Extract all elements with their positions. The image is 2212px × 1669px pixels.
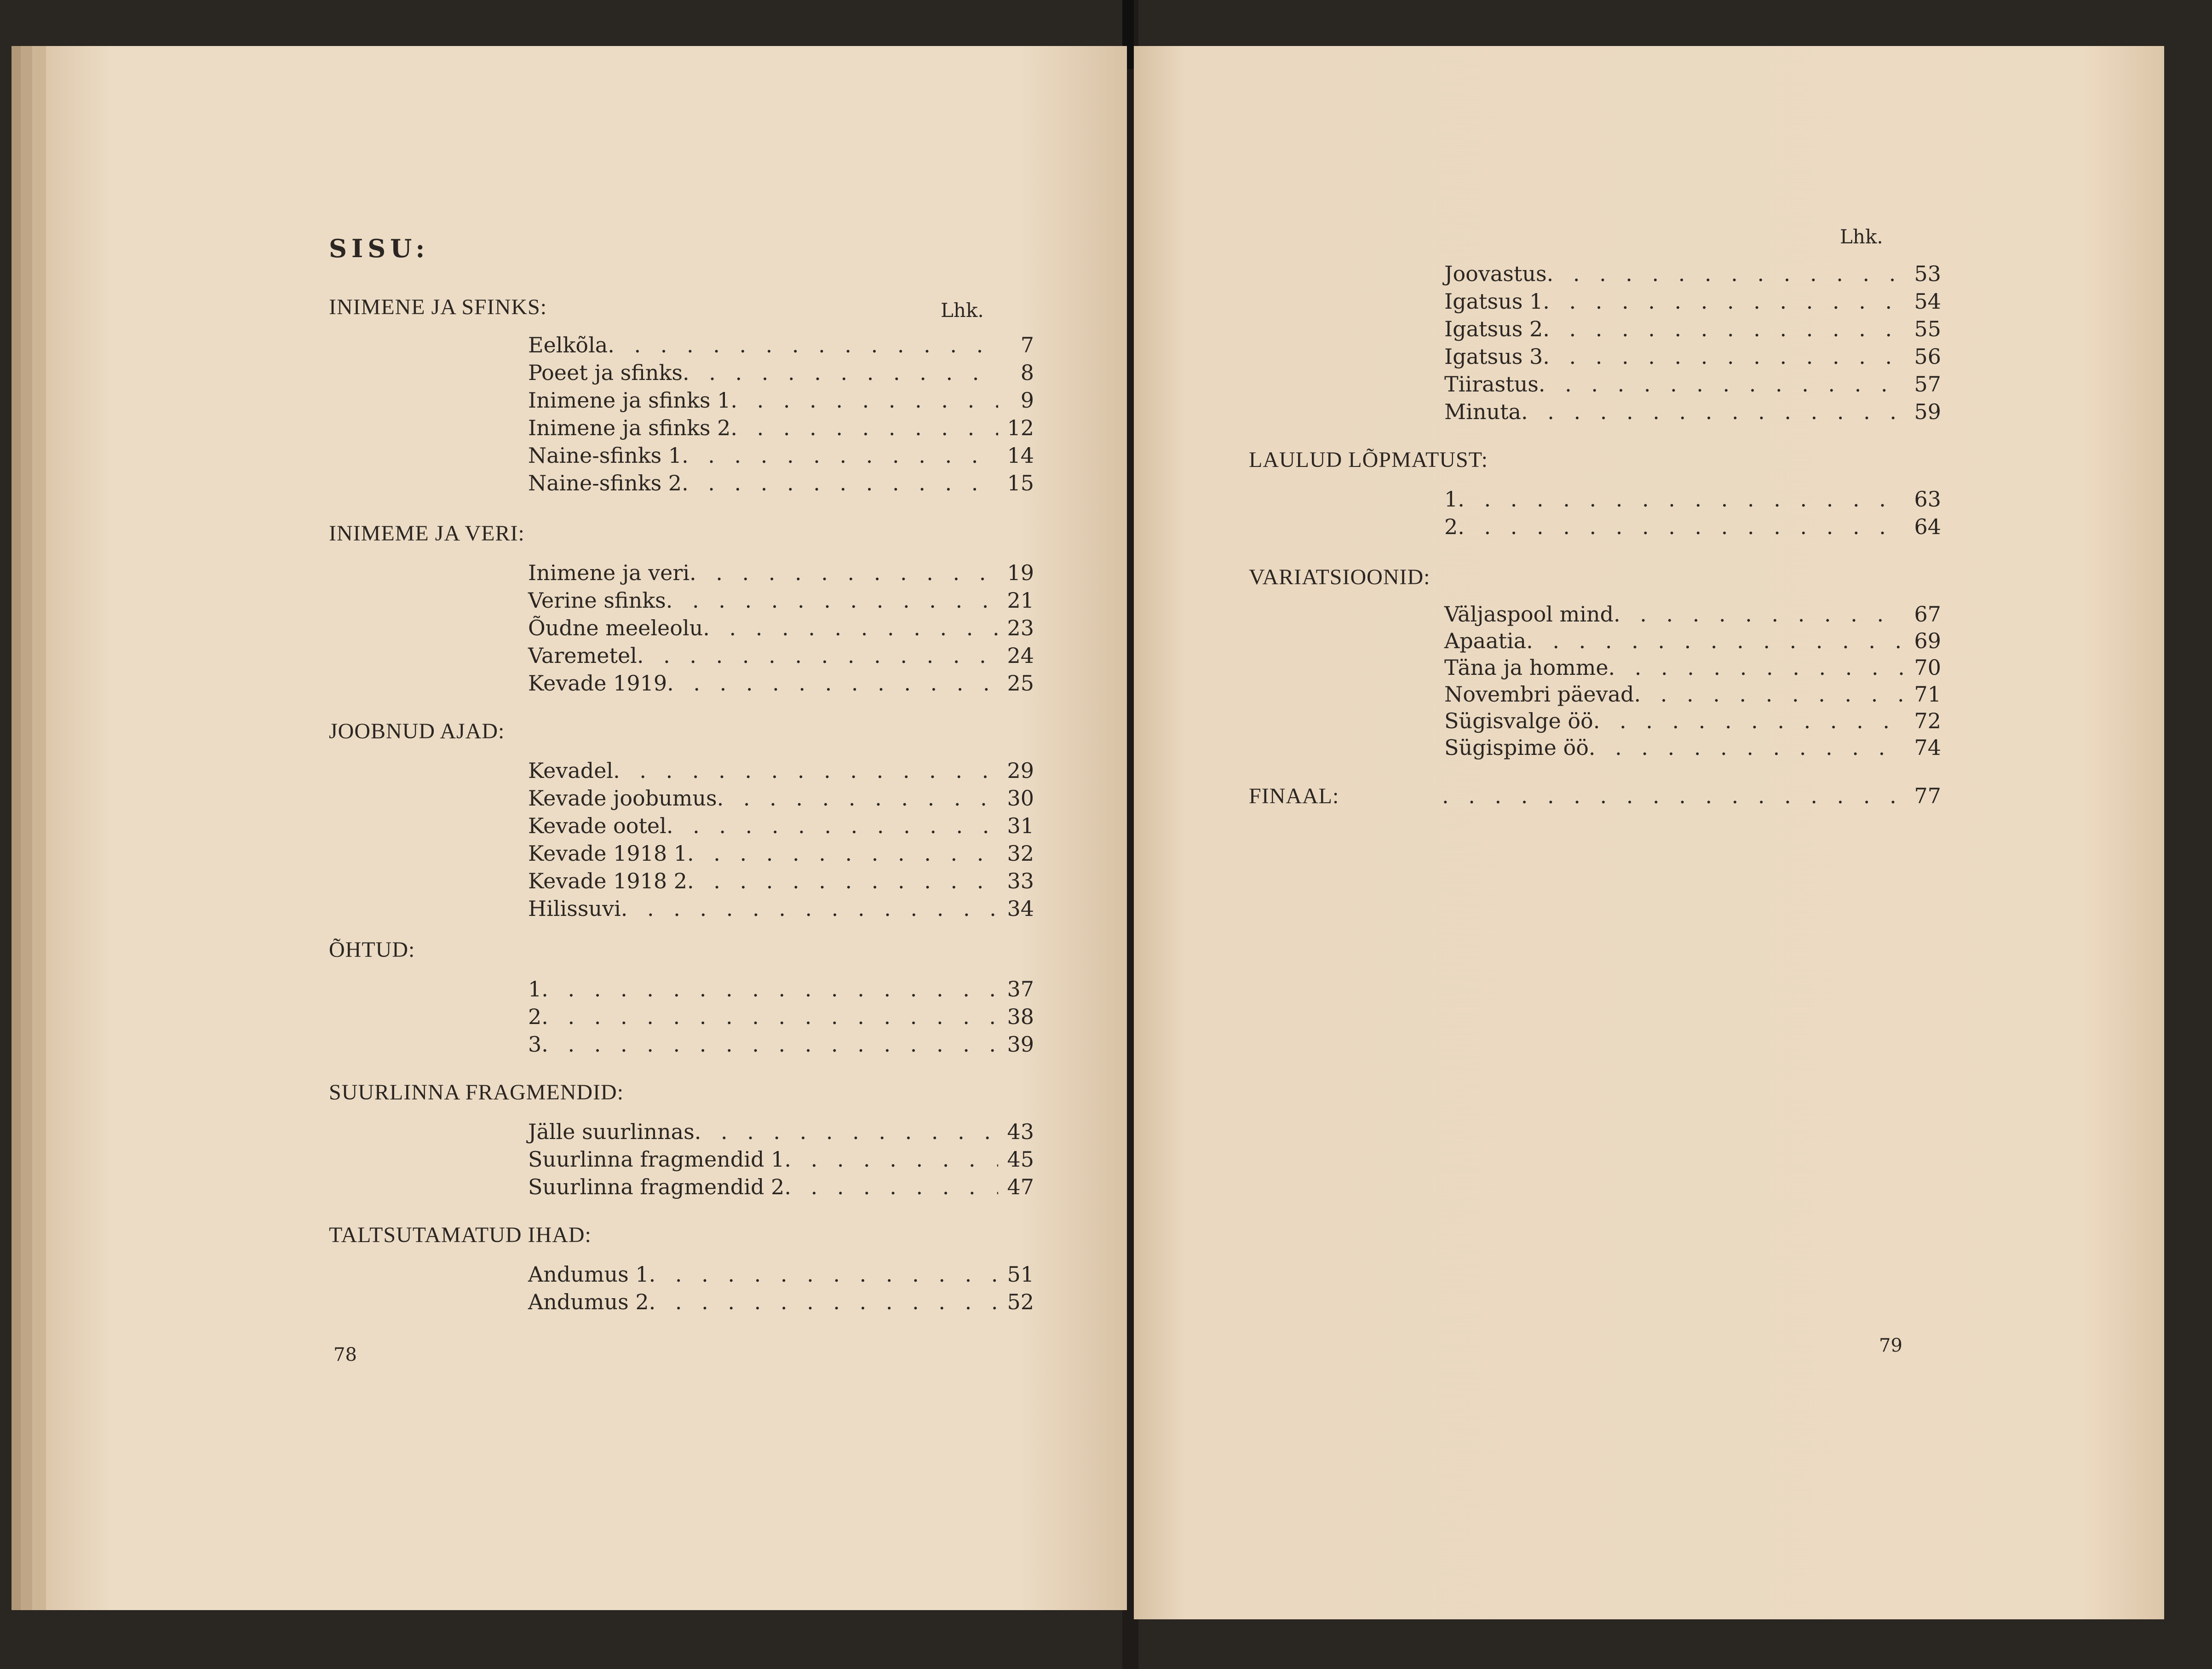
toc-entry[interactable]: Verine sfinks . . . 21 xyxy=(528,587,1034,614)
section-heading: JOOBNUD AJAD: xyxy=(329,719,505,743)
section-heading: ÕHTUD: xyxy=(329,938,415,962)
toc-entry[interactable]: 3 . . . 39 xyxy=(528,1030,1034,1058)
toc-entry[interactable]: Suurlinna fragmendid 1 . . . 45 xyxy=(528,1145,1034,1173)
section-heading: INIMENE JA SFINKS: xyxy=(329,295,547,319)
toc-entry[interactable]: 1 . . . 37 xyxy=(528,975,1034,1003)
section-heading: SUURLINNA FRAGMENDID: xyxy=(329,1080,624,1105)
section-heading: LAULUD LÕPMATUST: xyxy=(1249,448,1488,472)
toc-entry[interactable]: 2 . . . 64 xyxy=(1444,513,1941,541)
page-number: 78 xyxy=(333,1344,357,1365)
toc-entry[interactable]: Andumus 2 . . . 52 xyxy=(528,1288,1034,1316)
toc-entry[interactable]: Eelkõla . . . 7 xyxy=(528,331,1034,359)
toc-entry[interactable]: 1 . . . 63 xyxy=(1444,485,1941,513)
toc-entry[interactable]: Minuta . . . 59 xyxy=(1444,398,1941,426)
toc-entry[interactable]: Igatsus 3 . . . 56 xyxy=(1444,343,1941,370)
toc-entry[interactable]: Tiirastus . . . 57 xyxy=(1444,370,1941,398)
toc-entry[interactable]: Kevadel . . . 29 xyxy=(528,757,1034,784)
toc-entry[interactable]: Kevade 1919 . . . 25 xyxy=(528,669,1034,697)
toc-entry[interactable]: Õudne meeleolu . . . 23 xyxy=(528,614,1034,642)
toc-entry[interactable]: Kevade joobumus . . . 30 xyxy=(528,784,1034,812)
toc-entry[interactable]: Inimene ja sfinks 1 . . . 9 xyxy=(528,386,1034,414)
toc-entry[interactable]: Hilissuvi . . . 34 xyxy=(528,895,1034,922)
toc-entry[interactable]: Apaatia . . . 69 xyxy=(1444,627,1941,655)
toc-entry[interactable]: Kevade 1918 2 . . . 33 xyxy=(528,867,1034,895)
toc-entry[interactable]: Inimene ja sfinks 2 . . . 12 xyxy=(528,414,1034,442)
left-page xyxy=(46,46,1127,1610)
toc-entry[interactable]: Varemetel . . . 24 xyxy=(528,642,1034,669)
toc-entry[interactable]: Joovastus . . . 53 xyxy=(1444,260,1941,288)
toc-entry[interactable]: Igatsus 2 . . . 55 xyxy=(1444,315,1941,343)
toc-title: SISU: xyxy=(329,234,430,263)
toc-entry[interactable]: Kevade ootel . . . 31 xyxy=(528,812,1034,840)
toc-entry[interactable]: Sügispime öö . . . 74 xyxy=(1444,734,1941,761)
toc-entry[interactable]: Naine-sfinks 2 . . . 15 xyxy=(528,469,1034,497)
toc-entry[interactable]: Naine-sfinks 1 . . . 14 xyxy=(528,442,1034,469)
toc-entry[interactable]: Sügisvalge öö . . . 72 xyxy=(1444,707,1941,735)
toc-entry-finaal[interactable]: FINAAL: . . . 77 xyxy=(1249,782,1941,810)
right-page xyxy=(1134,46,2164,1619)
section-heading: INIMEME JA VERI: xyxy=(329,521,525,546)
toc-entry[interactable]: Igatsus 1 . . . 54 xyxy=(1444,288,1941,315)
section-heading: VARIATSIOONID: xyxy=(1249,565,1431,589)
page-column-label: Lhk. xyxy=(941,299,984,322)
page-column-label: Lhk. xyxy=(1840,225,1883,248)
section-heading: TALTSUTAMATUD IHAD: xyxy=(329,1223,592,1247)
toc-entry[interactable]: Suurlinna fragmendid 2 . . . 47 xyxy=(528,1173,1034,1201)
page-number: 79 xyxy=(1879,1335,1902,1356)
toc-entry[interactable]: Kevade 1918 1 . . . 32 xyxy=(528,840,1034,867)
toc-entry[interactable]: 2 . . . 38 xyxy=(528,1003,1034,1030)
toc-entry[interactable]: Andumus 1 . . . 51 xyxy=(528,1260,1034,1288)
toc-entry[interactable]: Väljaspool mind . . . 67 xyxy=(1444,600,1941,628)
toc-entry[interactable]: Täna ja homme . . . 70 xyxy=(1444,654,1941,681)
toc-entry[interactable]: Novembri päevad . . . 71 xyxy=(1444,680,1941,708)
toc-entry[interactable]: Poeet ja sfinks . . . 8 xyxy=(528,359,1034,386)
toc-entry[interactable]: Jälle suurlinnas . . . 43 xyxy=(528,1118,1034,1145)
toc-entry[interactable]: Inimene ja veri . . . 19 xyxy=(528,559,1034,587)
